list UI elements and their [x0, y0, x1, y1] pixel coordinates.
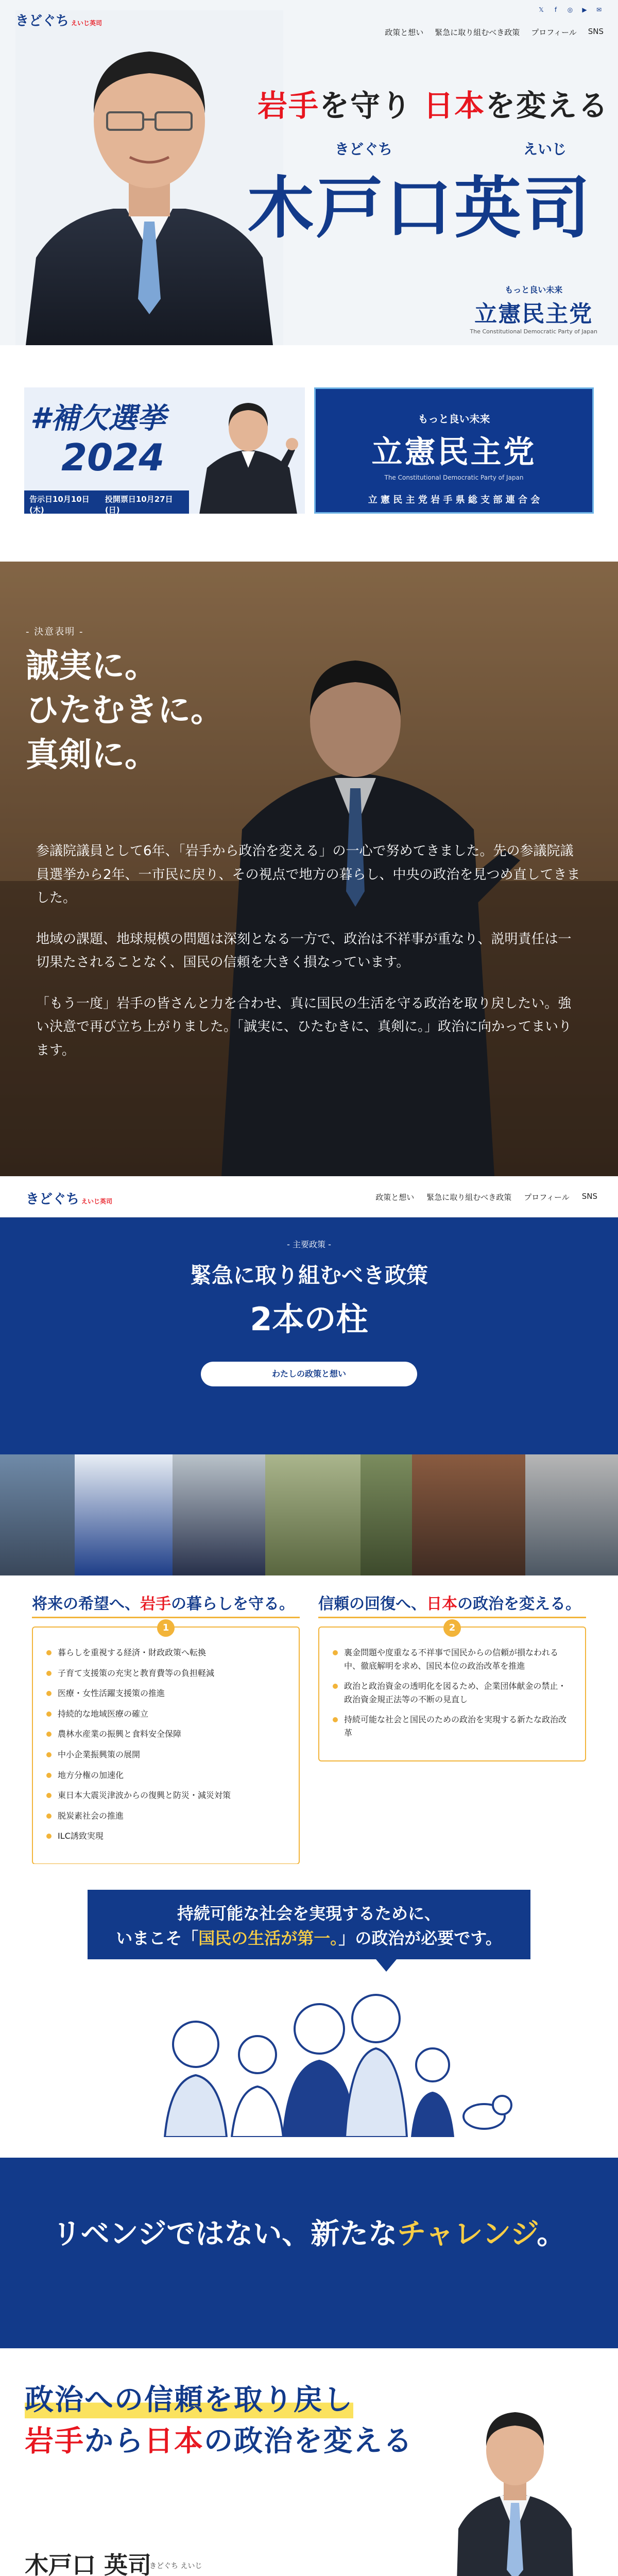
slogan-text-2: を変える [485, 88, 609, 123]
sustain-highlight: 国民の生活が第一。 [198, 1928, 339, 1948]
nav-urgent-policy[interactable]: 緊急に取り組むべき政策 [435, 28, 520, 37]
pillar-1-list [46, 1646, 285, 1843]
activity-photo-4 [265, 1454, 360, 1575]
sustain-line-2c: 」の政治が必要です。 [338, 1928, 502, 1948]
sustain-line-1: 持続可能な社会を実現するために、 [177, 1904, 441, 1923]
pillar-1-head-b: 岩手 [140, 1595, 171, 1613]
resolve-paragraph-1: 参議院議員として6年、「岩手から政治を変える」の一心で努めてきました。先の参議院議員選挙から2年、一市民に戻り、その視点で地方の暮らし、中央の政治を見つめ直してきました。 [36, 843, 580, 906]
party-english: The Constitutional Democratic Party of Japan [470, 328, 597, 335]
challenge-highlight: チャレンジ [397, 2217, 537, 2251]
top-nav [385, 27, 604, 38]
resolve-body [36, 840, 582, 1080]
hero-slogan [258, 81, 609, 125]
header-logo-main: きどぐち [26, 1192, 80, 1207]
policy-pillars [0, 1575, 618, 1864]
resolve-line-3: 真剣に。 [26, 736, 158, 774]
pillar-2-box [318, 1622, 586, 1761]
election-dates [24, 490, 189, 514]
list-item: 中小企業振興策の展開 [46, 1748, 285, 1761]
candidate-name: 木戸口英司 [247, 169, 593, 247]
sticky-header [0, 1176, 618, 1217]
party-tagline: もっと良い未来 [505, 285, 563, 295]
header-logo[interactable] [26, 1189, 112, 1208]
logo-sub: えいじ英司 [71, 20, 102, 27]
pillar-2-list [333, 1646, 572, 1740]
policy-label: - 主要政策 - [287, 1240, 331, 1249]
instagram-icon[interactable]: ◎ [567, 6, 573, 13]
candidate-portrait [15, 10, 283, 345]
mail-icon[interactable]: ✉ [596, 6, 602, 13]
banner-section [0, 345, 618, 562]
pillar-1-number: 1 [157, 1619, 175, 1637]
policy-section [0, 1217, 618, 1454]
resolve-paragraph-3: 「もう一度」岩手の皆さんと力を合わせ、真に国民の生活を守る政治を取り戻したい。強い決意で再び立ち上がりました。「誠実に、ひたむきに、真剣に。」政治に向かってまいります。 [36, 995, 572, 1058]
headline-iwate: 岩手 [25, 2425, 84, 2458]
pillar-2-number: 2 [443, 1619, 461, 1637]
activity-photo-5 [360, 1454, 412, 1575]
youtube-icon[interactable]: ▶ [582, 6, 587, 13]
banner-party-tagline: もっと良い未来 [418, 413, 490, 425]
header-nav-urgent-policy[interactable]: 緊急に取り組むべき政策 [426, 1193, 512, 1202]
logo-main: きどぐち [15, 13, 70, 29]
pillar-1-box [32, 1622, 300, 1865]
sustain-line-2a: いまこそ「 [116, 1928, 199, 1948]
policy-detail-button[interactable]: わたしの政策と想い [201, 1362, 417, 1386]
resolve-paragraph-2: 地域の課題、地球規模の問題は深刻となる一方で、政治は不祥事が重なり、説明責任は一切果たされることなく、国民の信頼を大きく損なっています。 [36, 931, 572, 970]
resolve-line-2: ひたむきに。 [26, 691, 224, 730]
candidate-photo-small [194, 391, 302, 514]
nav-policy[interactable]: 政策と想い [385, 28, 424, 37]
pillar-1-head-a: 将来の希望へ、 [32, 1595, 140, 1613]
list-item: 子育て支援策の充実と教育費等の負担軽減 [46, 1667, 285, 1680]
pillar-2-head-b: 日本 [426, 1595, 457, 1613]
list-item: 持続可能な社会と国民のための政治を実現する新たな政治改革 [333, 1713, 572, 1739]
party-name: 立憲民主党 [474, 301, 593, 327]
banner-party-name: 立憲民主党 [371, 434, 537, 470]
x-icon[interactable]: 𝕏 [539, 6, 544, 13]
resolve-line-1: 誠実に。 [26, 647, 158, 685]
list-item: 地方分権の加速化 [46, 1769, 285, 1782]
profile-headline-2 [25, 2418, 413, 2460]
header-logo-sub: えいじ英司 [81, 1198, 113, 1205]
announce-date: 告示日10月10日(木) [29, 495, 90, 514]
headline-change: の政治を変える [204, 2425, 413, 2458]
header-nav [375, 1192, 597, 1202]
pillar-2-heading [318, 1591, 586, 1618]
slogan-japan: 日本 [423, 88, 486, 123]
list-item: 持続的な地域医療の確立 [46, 1707, 285, 1721]
profile-name: 木戸口 英司 [25, 2551, 152, 2576]
resolve-headline [26, 644, 224, 777]
pillar-2 [318, 1591, 586, 1761]
profile-headline-1: 政治への信頼を取り戻し [25, 2377, 353, 2418]
profile-photo [427, 2400, 603, 2576]
list-item: 医療・女性活躍支援策の推進 [46, 1687, 285, 1700]
sustain-section [0, 1864, 618, 2158]
sustain-message-box [88, 1890, 530, 1959]
activity-photo-1 [0, 1454, 75, 1575]
profile-section [0, 2348, 618, 2576]
slogan-text-1: を守り [319, 88, 424, 123]
challenge-text-c: 。 [537, 2217, 566, 2251]
ruby-given: えいじ [523, 141, 566, 158]
nav-profile[interactable]: プロフィール [531, 28, 577, 37]
resolve-section [0, 562, 618, 1176]
pillar-1 [32, 1591, 300, 1865]
policy-subheading: 2本の柱 [250, 1300, 368, 1338]
facebook-icon[interactable]: f [554, 6, 557, 13]
list-item: 暮らしを重視する経済・財政政策へ転換 [46, 1646, 285, 1659]
hero-section [0, 0, 618, 345]
policy-heading: 緊急に取り組むべき政策 [190, 1263, 428, 1288]
nav-sns[interactable]: SNS [588, 27, 604, 36]
pillar-1-head-c: の暮らしを守る。 [171, 1595, 295, 1613]
site-logo[interactable] [15, 10, 102, 29]
activity-photo-strip [0, 1454, 618, 1575]
challenge-text-a: リベンジではない、新たな [52, 2217, 398, 2251]
banner-party-english: The Constitutional Democratic Party of Japan [384, 474, 524, 481]
header-nav-sns[interactable]: SNS [581, 1192, 597, 1201]
activity-photo-3 [173, 1454, 265, 1575]
challenge-section [0, 2158, 618, 2348]
ruby-family: きどぐち [335, 141, 393, 158]
activity-photo-7 [525, 1454, 618, 1575]
by-election-year: 2024 [61, 436, 165, 479]
list-item: 裏金問題や度重なる不祥事で国民からの信頼が損なわれる中、徹底解明を求め、国民本位の政治改革を推進 [333, 1646, 572, 1672]
header-nav-policy[interactable]: 政策と想い [375, 1193, 415, 1202]
vote-date: 投開票日10月27日(日) [105, 495, 173, 514]
pillar-2-head-c: の政治を変える。 [457, 1595, 581, 1613]
pillar-1-heading [32, 1591, 300, 1618]
list-item: 政治と政治資金の透明化を図るため、企業団体献金の禁止・政治資金規正法等の不断の見直し [333, 1680, 572, 1706]
header-nav-profile[interactable]: プロフィール [524, 1193, 570, 1202]
headline-from: から [84, 2425, 144, 2458]
party-logo-hero [470, 283, 598, 335]
list-item: 農林水産業の振興と食料安全保障 [46, 1727, 285, 1741]
list-item: 脱炭素社会の推進 [46, 1809, 285, 1823]
profile-ruby: きどぐち えいじ [149, 2562, 202, 2570]
list-item: 東日本大震災津波からの復興と防災・減災対策 [46, 1789, 285, 1802]
resolve-label: - 決意表明 - [26, 626, 84, 637]
social-links [537, 5, 604, 14]
activity-photo-2 [75, 1454, 173, 1575]
headline-japan: 日本 [144, 2425, 204, 2458]
by-election-title: #補欠選挙 [30, 402, 166, 435]
list-item: ILC誘致実現 [46, 1829, 285, 1843]
challenge-message [52, 2213, 566, 2255]
by-election-banner[interactable] [24, 387, 305, 514]
party-branch-banner[interactable] [314, 387, 594, 514]
sustain-line-2 [88, 1926, 530, 1951]
family-illustration [124, 1988, 515, 2137]
activity-photo-6 [412, 1454, 525, 1575]
slogan-iwate: 岩手 [258, 88, 320, 123]
banner-party-branch: 立 憲 民 主 党 岩 手 県 総 支 部 連 合 会 [368, 495, 540, 505]
pillar-2-head-a: 信頼の回復へ、 [318, 1595, 426, 1613]
